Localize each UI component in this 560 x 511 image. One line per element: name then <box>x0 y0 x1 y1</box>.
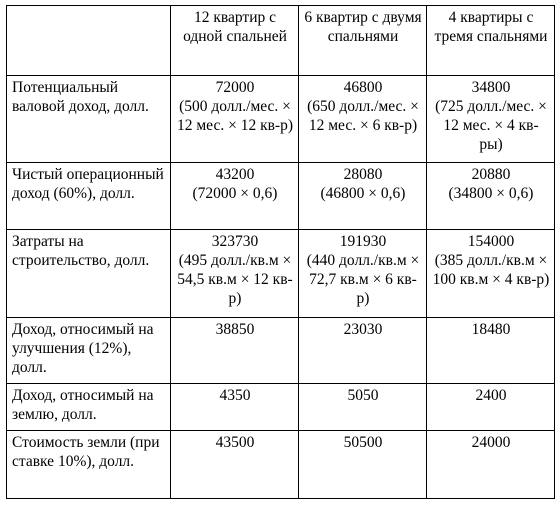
table-cell <box>171 384 299 431</box>
table-cell <box>299 431 427 499</box>
row-label: Стоимость земли (при ставке 10%), долл. <box>7 431 171 499</box>
table-cell <box>427 76 555 163</box>
table-row <box>7 230 555 318</box>
cell-value: 43200 <box>215 166 255 183</box>
cell-value: 72000 <box>215 79 255 96</box>
cell-value: 28080 <box>343 166 383 183</box>
cell-value: 323730 <box>211 233 259 250</box>
cell-note: (500 долл./мес. × 12 мес. × 12 кв-р) <box>177 98 293 134</box>
cell-note: (385 долл./кв.м × 100 кв.м × 4 кв-р) <box>432 252 550 288</box>
table-row <box>7 76 555 163</box>
table-cell <box>299 230 427 318</box>
table-cell <box>299 384 427 431</box>
cell-note: (72000 × 0,6) <box>192 185 278 202</box>
cell-note: (725 долл./мес. × 12 мес. × 4 кв-ры) <box>435 98 547 153</box>
header-three-bedroom: 4 квартиры с тремя спальнями <box>427 6 555 76</box>
cell-note: (46800 × 0,6) <box>320 185 406 202</box>
table-cell <box>299 163 427 230</box>
row-label: Потенциальный валовой доход, долл. <box>7 76 171 163</box>
table-cell <box>427 230 555 318</box>
table-cell <box>299 76 427 163</box>
table-row <box>7 384 555 431</box>
cell-value: 154000 <box>467 233 515 250</box>
table-cell <box>427 384 555 431</box>
table-header-row <box>7 6 555 76</box>
cell-value: 50500 <box>343 434 383 451</box>
table-row <box>7 163 555 230</box>
cell-note: (650 долл./мес. × 12 мес. × 6 кв-р) <box>307 98 419 134</box>
header-two-bedroom: 6 квартир с двумя спальнями <box>299 6 427 76</box>
cell-value: 46800 <box>343 79 383 96</box>
cell-note: (495 долл./кв.м × 54,5 кв.м × 12 кв-р) <box>177 252 293 307</box>
row-label: Доход, относимый на землю, долл. <box>7 384 171 431</box>
table-cell <box>427 318 555 384</box>
table-cell <box>427 431 555 499</box>
cell-value: 5050 <box>347 387 379 404</box>
cell-value: 38850 <box>215 321 255 338</box>
table-cell <box>171 431 299 499</box>
table-cell <box>171 318 299 384</box>
table-cell <box>171 230 299 318</box>
table-row <box>7 431 555 499</box>
table-row <box>7 318 555 384</box>
table-cell <box>171 163 299 230</box>
cell-value: 24000 <box>471 434 511 451</box>
cell-note: (34800 × 0,6) <box>448 185 534 202</box>
table-cell <box>427 163 555 230</box>
row-label: Доход, относимый на улучшения (12%), долл. <box>7 318 171 384</box>
cell-value: 43500 <box>215 434 255 451</box>
row-label: Чистый операционный доход (60%), долл. <box>7 163 171 230</box>
table-cell <box>171 76 299 163</box>
cell-value: 18480 <box>471 321 511 338</box>
row-label: Затраты на строительство, долл. <box>7 230 171 318</box>
cell-value: 34800 <box>471 79 511 96</box>
cell-note: (440 долл./кв.м × 72,7 кв.м × 6 кв-р) <box>306 252 420 307</box>
land-value-table <box>6 5 555 499</box>
cell-value: 23030 <box>343 321 383 338</box>
cell-value: 191930 <box>339 233 387 250</box>
cell-value: 20880 <box>471 166 511 183</box>
header-corner-cell <box>7 6 171 76</box>
header-one-bedroom: 12 квартир с одной спальней <box>171 6 299 76</box>
table-cell <box>299 318 427 384</box>
cell-value: 4350 <box>219 387 251 404</box>
cell-value: 2400 <box>475 387 507 404</box>
